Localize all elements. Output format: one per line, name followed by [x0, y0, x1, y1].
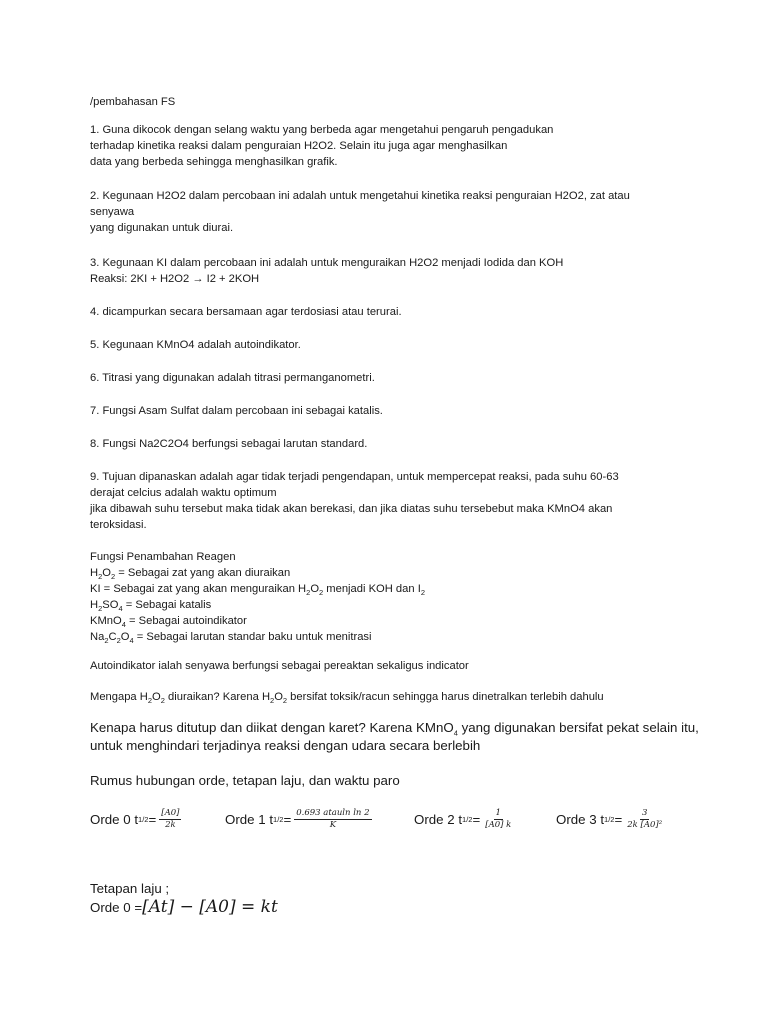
reagen-h2so4: $H_2SO_4$ = Sebagai katalis [90, 599, 212, 614]
reagen-kmno4: KMnO$_4$ = Sebagai autoindikator [90, 615, 247, 630]
answer-8: 8. Fungsi Na2C2O4 berfungsi sebagai larutan standard. [90, 438, 368, 450]
tetapan-orde-0: Orde 0 =[At] − [A0] = kt [90, 897, 278, 917]
answer-4: 4. dicampurkan secara bersamaan agar terdosiasi atau terurai. [90, 306, 402, 318]
answer-7: 7. Fungsi Asam Sulfat dalam percobaan ini sebagai katalis. [90, 405, 383, 417]
formula-orde-0: Orde 0 t 1/2 = $\frac{[A0]}{2k}$ [90, 808, 180, 830]
reagen-section [90, 549, 425, 645]
rumus-title: Rumus hubungan orde, tetapan laju, dan waktu paro [90, 773, 400, 788]
tetapan-title: Tetapan laju ; [90, 881, 170, 896]
answer-6: 6. Titrasi yang digunakan adalah titrasi permanganometri. [90, 372, 375, 384]
reagen-na2c2o4: $Na_2C_2O_4$ = Sebagai larutan standar baku untuk menitrasi [90, 631, 372, 646]
reagen-h2o2: $H_2O_2$ = Sebagai zat yang akan diuraikan [90, 567, 291, 582]
mengapa-text: Mengapa $H_2O_2$ diuraikan? Karena $H_2O_2$ bersifat toksik/racun sehingga harus dinetralkan terlebih dahulu [90, 691, 604, 706]
answer-9: 9. Tujuan dipanaskan adalah agar tidak terjadi pengendapan, untuk mempercepat reaksi, pada suhu 60-63 derajat celcius adalah waktu optimum jika dibawah suhu tersebut maka tidak akan berekasi, dan jika diatas suhu tersebebut maka KMnO4 akan teroksidasi. [90, 471, 619, 531]
kenapa-text: Kenapa harus ditutup dan diikat dengan karet? Karena KMnO$_4$ yang digunakan bersifat pekat selain itu, untuk menghindari terjadinya reaksi dengan udara secara berlebih [90, 720, 699, 753]
formula-orde-1: Orde 1 t 1/2 = $\frac{\text{0.693 atauln ln 2}}{K}$ [225, 808, 370, 830]
reagen-ki: KI = Sebagai zat yang akan menguraikan $H_2O_2$ menjadi KOH dan $I_2$ [90, 583, 425, 598]
reagen-title: Fungsi Penambahan Reagen [90, 551, 236, 563]
answer-1: 1. Guna dikocok dengan selang waktu yang berbeda agar mengetahui pengaruh pengadukan terhadap kinetika reaksi dalam penguraian H2O2. Selain itu juga agar menghasilkan data yang berbeda sehingga menghasilkan grafik. [90, 124, 554, 168]
document-header: /pembahasan FS [90, 96, 176, 108]
answer-2: 2. Kegunaan H2O2 dalam percobaan ini adalah untuk mengetahui kinetika reaksi penguraian H2O2, zat atau senyawa yang digunakan untuk diurai. [90, 190, 630, 234]
autoindikator-text: Autoindikator ialah senyawa berfungsi sebagai pereaktan sekaligus indicator [90, 660, 469, 672]
answer-3: 3. Kegunaan KI dalam percobaan ini adalah untuk menguraikan H2O2 menjadi Iodida dan KOH Reaksi: 2KI + H2O2 → I2 + 2KOH [90, 257, 564, 285]
tetapan-section [90, 880, 278, 917]
formula-orde-2: Orde 2 t 1/2 = $\frac{1}{[A0] k}$ [414, 808, 512, 830]
formula-orde-3: Orde 3 t 1/2 = $\frac{3}{\text{2k [A0]²}}$ [556, 808, 663, 830]
answer-5: 5. Kegunaan KMnO4 adalah autoindikator. [90, 339, 301, 351]
